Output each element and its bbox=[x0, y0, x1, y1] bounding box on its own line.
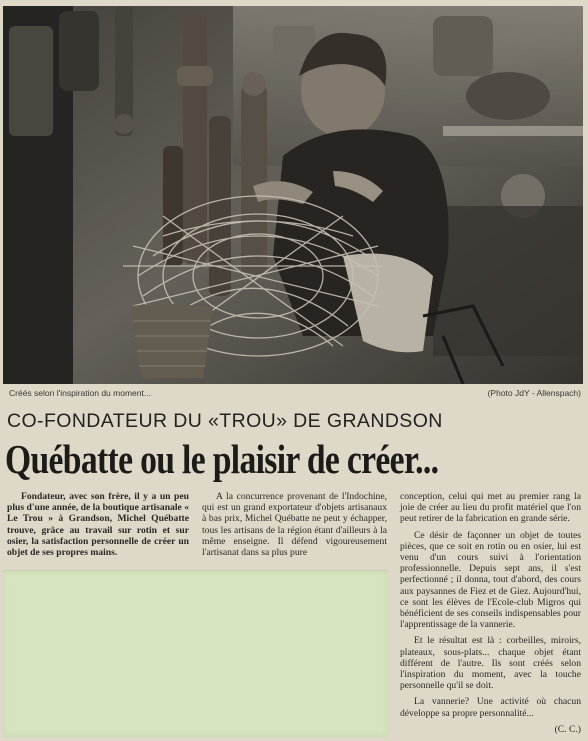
column-2 bbox=[202, 491, 387, 563]
paragraph: La vannerie? Une activité où chacun développe sa propre personnalité... bbox=[400, 696, 581, 719]
article-photo bbox=[3, 6, 583, 384]
column-1 bbox=[7, 491, 189, 563]
paragraph: A la concurrence provenant de l'Indochine, qui est un grand exportateur d'objets artisanaux à bas prix, Michel Québatte ne peut y échapper, tous les artisans de la région étant d'ailleurs à la même enseigne. Il défend vigoureusement l'artisanat dans sa plus pure bbox=[202, 491, 387, 559]
photo-credit: (Photo JdY - Allenspach) bbox=[487, 388, 581, 398]
photo-caption bbox=[9, 388, 581, 402]
column-3 bbox=[400, 491, 581, 740]
paragraph: Fondateur, avec son frère, il y a un peu plus d'une année, de la boutique artisanale « Le Trou » à Grandson, Michel Québatte trouve, grâce au travail sur rotin et sur osier, la satisfaction personnelle de créer un objet de ses propres mains. bbox=[7, 491, 189, 559]
article-kicker: CO-FONDATEUR DU «TROU» DE GRANDSON bbox=[7, 410, 443, 432]
author-signature: (C. C.) bbox=[554, 723, 581, 735]
caption-text: Créés selon l'inspiration du moment... bbox=[9, 388, 151, 398]
paragraph: Et le résultat est là : corbeilles, miroirs, plateaux, sous-plats... chaque objet étant différent de l'autre. Ils sont créés selon l'inspiration du moment, avec la touche personnelle qu'il se doit. bbox=[400, 635, 581, 692]
paragraph: Ce désir de façonner un objet de toutes pièces, que ce soit en rotin ou en osier, lui est venu d'un cours suivi à l'orientation professionnelle. Depuis sept ans, il s'est perfectionné ; il donna, tout d'abord, des cours aux paysannes de Fiez et de Giez. Aujourd'hui, ce sont les élèves de l'Ecole-club Migros qui bénéficient de ses conseils indispensables pour l'apprentissage de la vannerie. bbox=[400, 529, 581, 631]
article-headline: Québatte ou le plaisir de créer... bbox=[5, 436, 439, 482]
paragraph: conception, celui qui met au premier rang la joie de créer au lieu du profit matériel que l'on peut retirer de la fabrication en grande série. bbox=[400, 491, 581, 525]
blank-area bbox=[3, 570, 388, 737]
